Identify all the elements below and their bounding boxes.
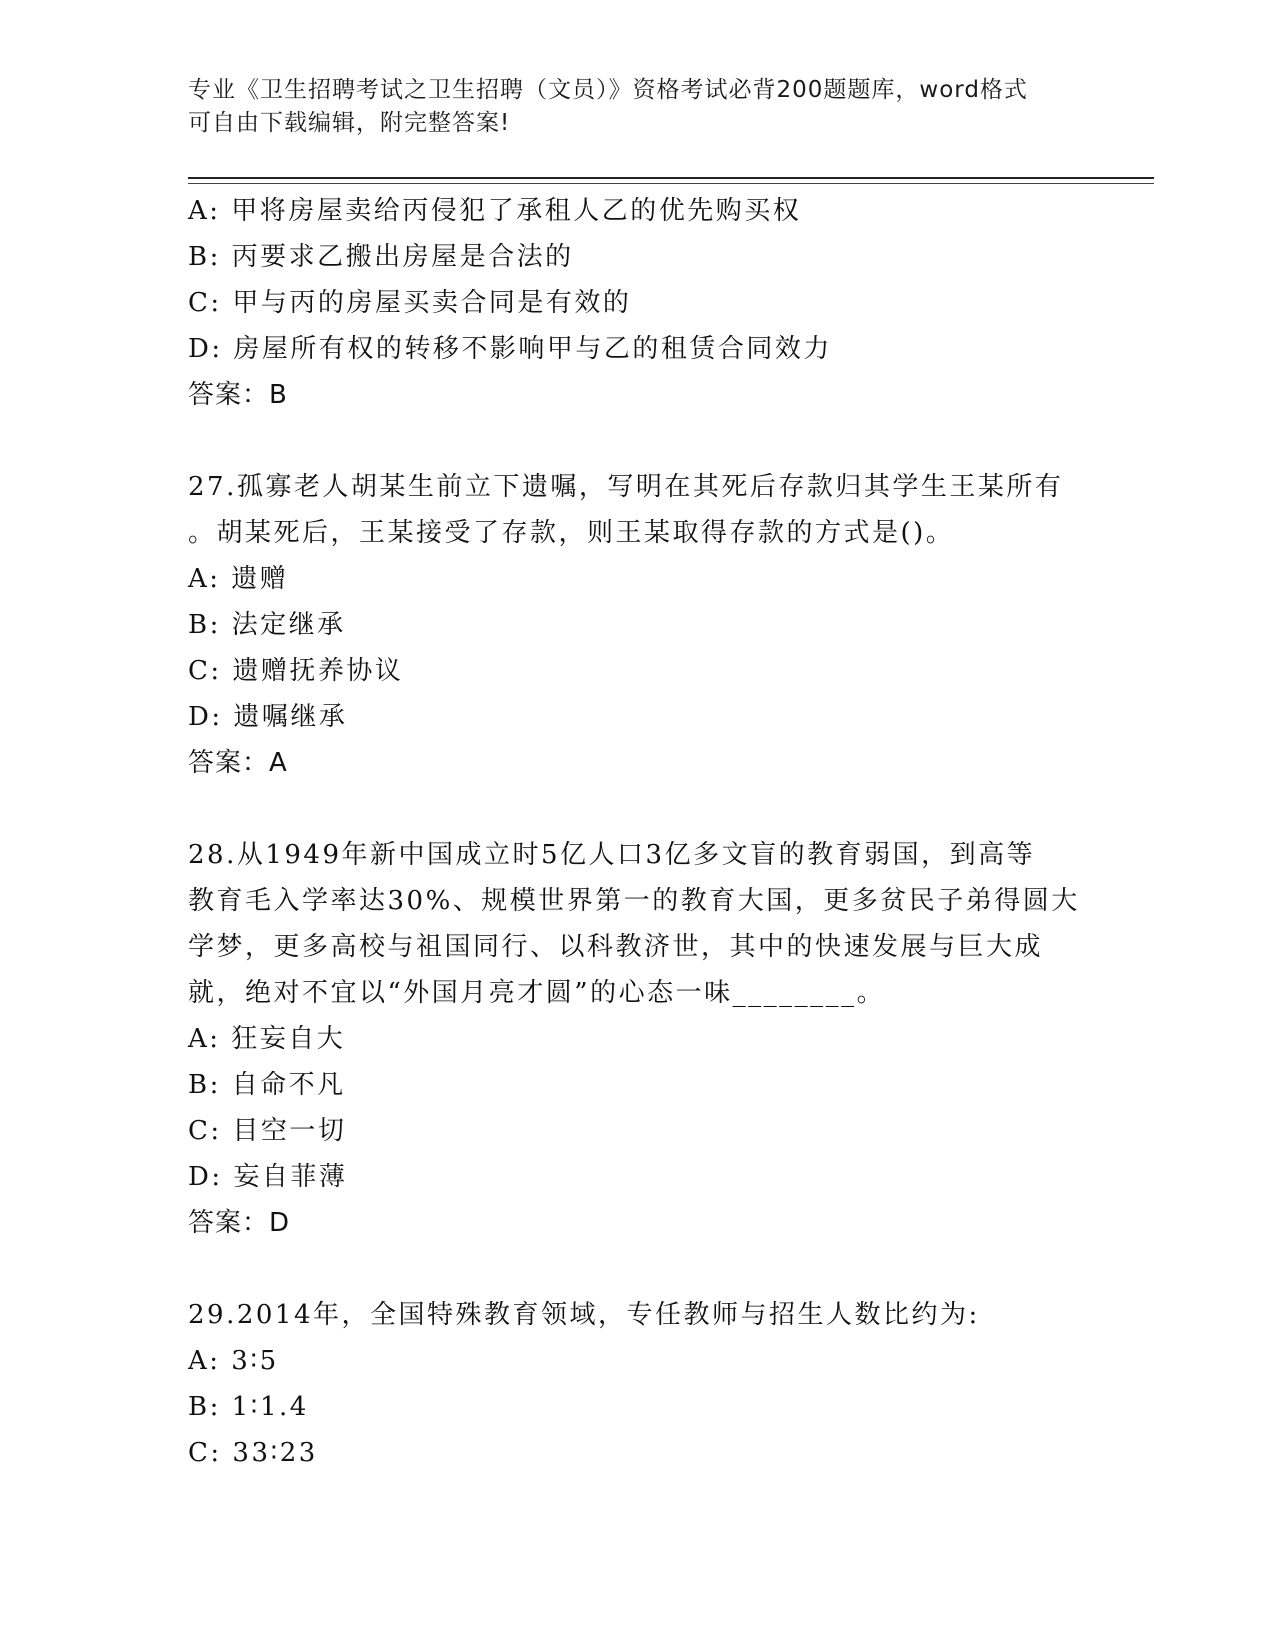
question-stem-line: 29.2014年，全国特殊教育领域，专任教师与招生人数比约为:: [188, 1300, 980, 1330]
option-c: C: 遗赠抚养协议: [188, 656, 404, 686]
option-c: C: 33∶23: [188, 1438, 318, 1468]
option-a: A: 狂妄自大: [188, 1024, 346, 1054]
spacer: [188, 418, 1088, 464]
question-stem-line: 就，绝对不宜以“外国月亮才圆”的心态一味________。: [188, 978, 886, 1008]
option-b: B: 1∶1.4: [188, 1392, 309, 1422]
question-stem-line: 。胡某死后，王某接受了存款，则王某取得存款的方式是()。: [188, 518, 955, 548]
header-line-2: 可自由下载编辑，附完整答案!: [188, 110, 511, 136]
question-stem-line: 学梦，更多高校与祖国同行、以科教济世，其中的快速发展与巨大成: [188, 932, 1044, 962]
question-content: [188, 188, 1088, 1476]
header-line-1: 专业《卫生招聘考试之卫生招聘（文员）》资格考试必背200题题库，word格式: [188, 77, 1028, 103]
option-d: D: 遗嘱继承: [188, 702, 348, 732]
question-29: [188, 1292, 1088, 1476]
question-26-options: [188, 188, 1088, 372]
option-c: C: 目空一切: [188, 1116, 347, 1146]
option-b: B: 丙要求乙搬出房屋是合法的: [188, 242, 574, 272]
option-a: A: 遗赠: [188, 564, 289, 594]
question-stem-line: 28.从1949年新中国成立时5亿人口3亿多文盲的教育弱国，到高等: [188, 840, 1036, 870]
spacer: [188, 1246, 1088, 1292]
page-header: [188, 74, 1068, 140]
option-b: B: 自命不凡: [188, 1070, 346, 1100]
question-28: [188, 832, 1088, 1246]
option-d: D: 房屋所有权的转移不影响甲与乙的租赁合同效力: [188, 334, 832, 364]
answer-26: 答案：B: [188, 380, 288, 410]
option-c: C: 甲与丙的房屋买卖合同是有效的: [188, 288, 632, 318]
question-27: [188, 464, 1088, 786]
question-stem-line: 27.孤寡老人胡某生前立下遗嘱，写明在其死后存款归其学生王某所有: [188, 472, 1064, 502]
answer-27: 答案：A: [188, 748, 288, 778]
option-b: B: 法定继承: [188, 610, 346, 640]
option-a: A: 3∶5: [188, 1346, 279, 1376]
header-divider-thin: [188, 183, 1154, 184]
answer-28: 答案：D: [188, 1208, 291, 1238]
spacer: [188, 786, 1088, 832]
question-stem-line: 教育毛入学率达30%、规模世界第一的教育大国，更多贫民子弟得圆大: [188, 886, 1080, 916]
option-a: A: 甲将房屋卖给丙侵犯了承租人乙的优先购买权: [188, 196, 802, 226]
option-d: D: 妄自菲薄: [188, 1162, 348, 1192]
header-divider-thick: [188, 177, 1154, 179]
